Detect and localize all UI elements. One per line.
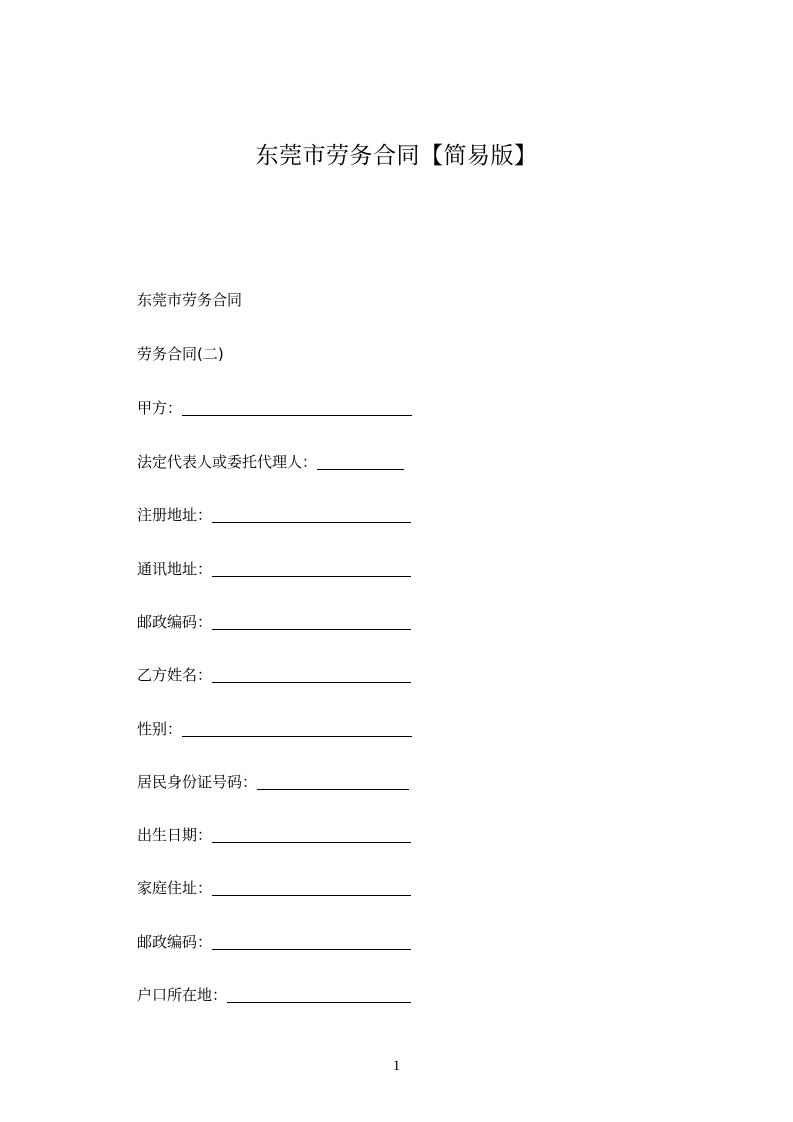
blank-line[interactable] (212, 949, 411, 950)
document-title: 东莞市劳务合同【简易版】 (255, 143, 538, 169)
field-postal-code-a (137, 612, 411, 632)
blank-line[interactable] (212, 895, 411, 896)
field-home-address (137, 878, 411, 898)
heading-contract-subtitle (137, 344, 224, 364)
field-label: 出生日期： (137, 826, 213, 844)
blank-line[interactable] (212, 576, 411, 577)
field-legal-representative (137, 452, 404, 472)
field-label: 法定代表人或委托代理人： (137, 453, 318, 471)
field-party-b-name (137, 665, 411, 685)
field-label: 邮政编码： (137, 933, 213, 951)
blank-line[interactable] (182, 415, 412, 416)
heading-contract-subtitle-text: 劳务合同(二) (137, 345, 224, 363)
blank-line[interactable] (182, 736, 412, 737)
blank-line[interactable] (257, 789, 409, 790)
field-label: 家庭住址： (137, 879, 213, 897)
blank-line[interactable] (227, 1002, 411, 1003)
field-mailing-address (137, 559, 411, 579)
field-registered-address (137, 505, 411, 525)
field-postal-code-b (137, 932, 411, 952)
field-label: 通讯地址： (137, 560, 213, 578)
field-household-registration (137, 985, 411, 1005)
field-id-number (137, 772, 409, 792)
field-label: 注册地址： (137, 506, 213, 524)
blank-line[interactable] (212, 522, 411, 523)
field-label: 甲方： (137, 399, 183, 417)
blank-line[interactable] (212, 629, 411, 630)
field-label: 居民身份证号码： (137, 773, 258, 791)
field-label: 性别： (137, 720, 183, 738)
blank-line[interactable] (317, 469, 404, 470)
field-label: 乙方姓名： (137, 666, 213, 684)
heading-contract-name (137, 290, 242, 310)
page-number: 1 (392, 1058, 401, 1074)
field-party-a (137, 398, 412, 418)
blank-line[interactable] (212, 682, 411, 683)
blank-line[interactable] (212, 842, 411, 843)
field-gender (137, 719, 412, 739)
field-label: 邮政编码： (137, 613, 213, 631)
field-label: 户口所在地： (137, 986, 228, 1004)
heading-contract-name-text: 东莞市劳务合同 (137, 291, 243, 309)
field-birth-date (137, 825, 411, 845)
